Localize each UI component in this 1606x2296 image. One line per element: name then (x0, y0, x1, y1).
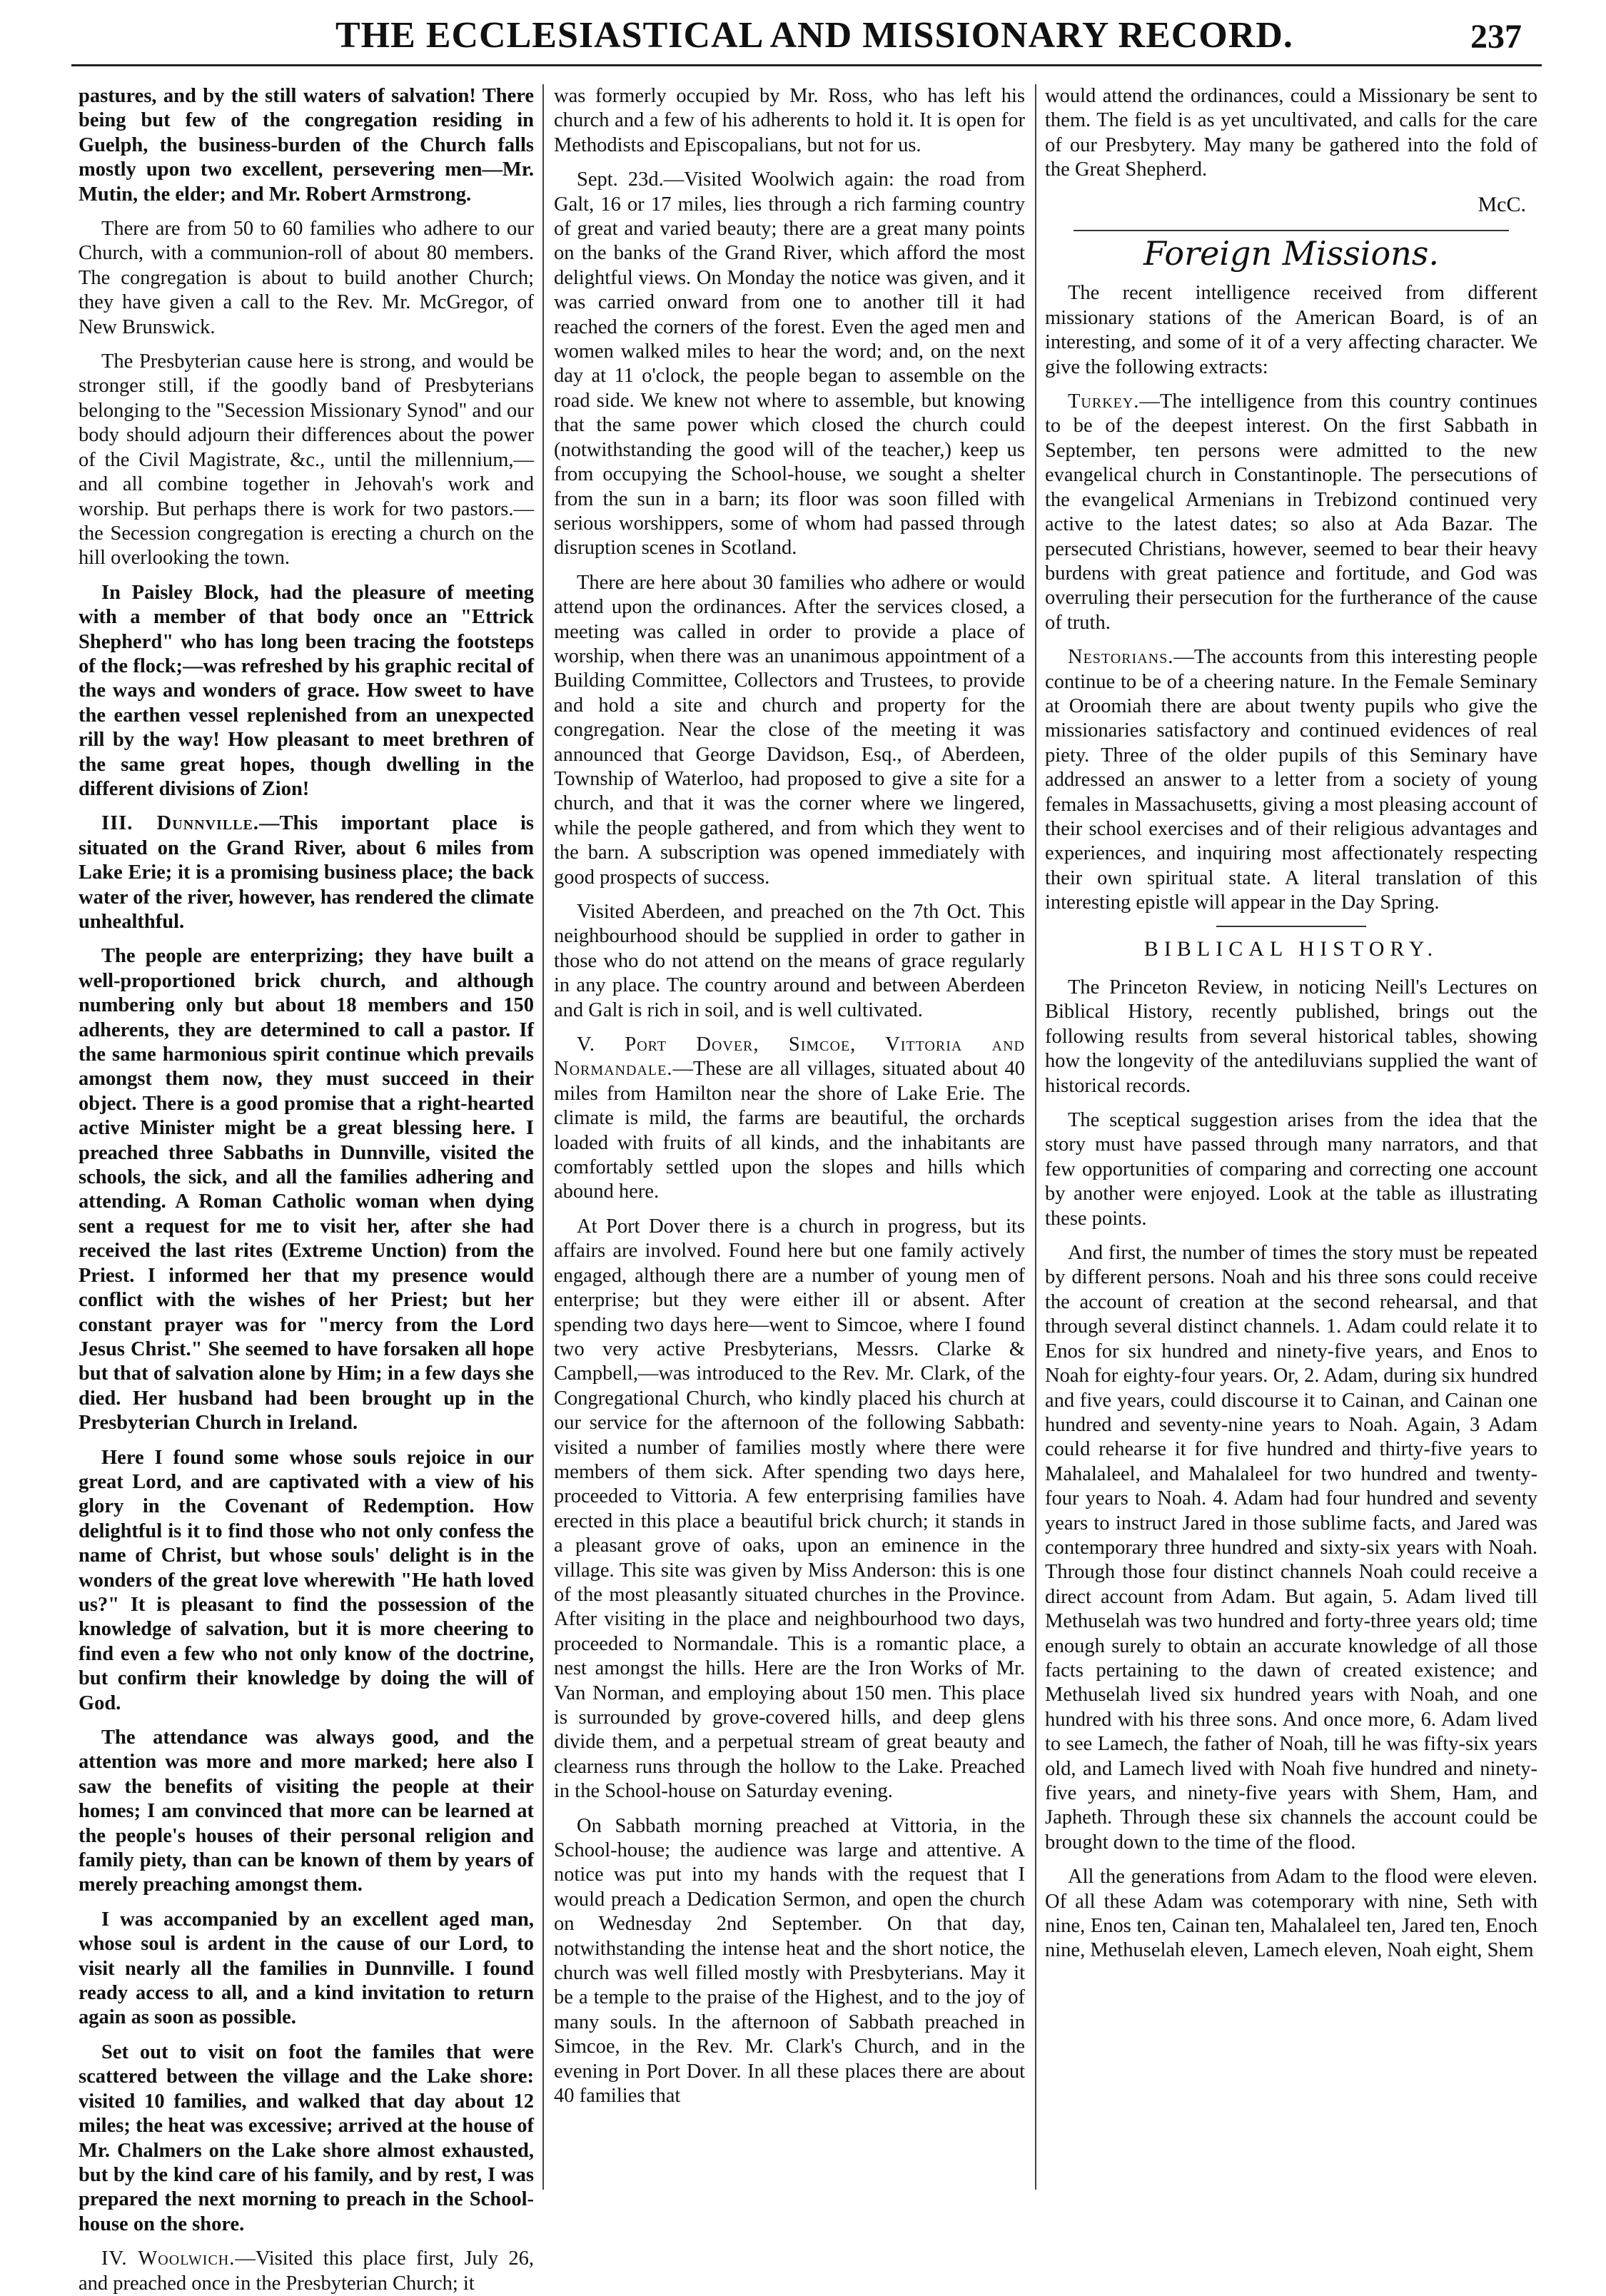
paragraph: The attendance was always good, and the attention was more and more marked; here also I saw the benefits of visiting the people at their homes; I am convinced that more can be learned at the people's houses of their personal religion and family piety, than can be known of them by years of merely preaching amongst them. (79, 1726, 534, 1896)
biblical-history-heading: BIBLICAL HISTORY. (1143, 936, 1439, 961)
paragraph: And first, the number of times the story must be repeated by different persons. Noah and his three sons could receive the account of creation at the second rehearsal, and that through several distinct channels. 1. Adam could relate it to Enos for six hundred and ninety-five years, and Enos to Noah for eighty-four years. Or, 2. Adam, during six hundred and five years, could discourse it to Cainan, and Cainan one hundred and seventy-nine years to Noah. Again, 3 Adam could rehearse it for five hundred and thirty-five years to Mahalaleel, and Mahalaleel for two hundred and twenty-four years to Noah. 4. Adam had four hundred and seventy years to instruct Jared in those sublime facts, and Jared was contemporary three hundred and sixty-six years with Noah. Through those four distinct channels Noah could receive a direct account from Adam. But again, 5. Adam lived till Methuselah was two hundred and forty-three years old; time enough surely to obtain an accurate knowledge of all those facts pertaining to the dawn of created existence; and Methuselah lived six hundred years with Noah, and one hundred with his three sons. And once more, 6. Adam lived to see Lamech, the father of Noah, till he was fifty-six years old, and Lamech lived with Noah five hundred and ninety-five years, and ninety-five years with Shem, Ham, and Japheth. Through these six channels the account could be brought down to the time of the flood. (1045, 1242, 1537, 1854)
nestorians-paragraph (1045, 645, 1537, 915)
paragraph: pastures, and by the still waters of salvation! There being but few of the congregation residing in Guelph, the business-burden of the Church falls mostly upon two excellent, persevering men—Mr. Mutin, the elder; and Mr. Robert Armstrong. (79, 85, 534, 206)
paragraph: There are here about 30 families who adhere or would attend upon the ordinances. After the services closed, a meeting was called in order to provide a place of worship, when there was an unanimous appointment of a Building Committee, Collectors and Trustees, to provide and hold a site and church and property for the congregation. Near the close of the meeting it was announced that George Davidson, Esq., of Aberdeen, Township of Waterloo, had proposed to give a site for a church, and that it was the corner where we lingered, while the people gathered, and from which they went to the barn. A subscription was opened immediately with good prospects of success. (554, 571, 1025, 889)
author-signature: McC. (1478, 192, 1526, 216)
paragraph: The Princeton Review, in noticing Neill's Lectures on Biblical History, recently published, brings out the following results from several historical tables, showing how the longevity of the antediluvians supplied the want of historical records. (1045, 976, 1537, 1097)
paragraph: would attend the ordinances, could a Missionary be sent to them. The field is as yet uncultivated, and calls for the care of our Presbytery. May many be gathered into the fold of the Great Shepherd. (1045, 85, 1537, 181)
section-dunnville (79, 811, 534, 934)
paragraph: At Port Dover there is a church in progress, but its affairs are involved. Found here but one family actively engaged, although there are a number of young men of enterprise; but they were either ill or absent. After spending two days here—went to Simcoe, where I found two very active Presbyterians, Messrs. Clarke & Campbell,—was introduced to the Rev. Mr. Clark, of the Congregational Church, who kindly placed his church at our service for the afternoon of the following Sabbath: visited a number of families mostly where there were members of them sick. After spending two days here, proceeded to Vittoria. A few enterprising families have erected in this place a beautiful brick church; it stands in a pleasant grove of oaks, upon an eminence in the village. This site was given by Miss Anderson: this is one of the most pleasantly situated churches in the Province. After visiting in the place and neighbourhood two days, proceeded to Normandale. This is a romantic place, a nest amongst the hills. Here are the Iron Works of Mr. Van Norman, and employing about 150 men. This place is surrounded by grove-covered hills, and deep glens divide them, and a perpetual stream of great beauty and clearness runs through the hollow to the Lake. Preached in the School-house on Saturday evening. (554, 1215, 1025, 1803)
paragraph: All the generations from Adam to the flood were eleven. Of all these Adam was cotemporary with nine, Seth with nine, Enos ten, Cainan ten, Mahalaleel ten, Jared ten, Enoch nine, Methuselah eleven, Lamech eleven, Noah eight, Shem (1045, 1866, 1537, 1962)
column-3 (1045, 84, 1537, 2190)
section-body: —This important place is situated on the Grand River, about 6 miles from Lake Erie; it is a promising business place; the back water of the river, however, has rendered the climate unhealthful. (79, 812, 534, 933)
section-heading: V. Port Dover, Simcoe, Vittoria and Normandale. (554, 1033, 1025, 1081)
paragraph: There are from 50 to 60 families who adhere to our Church, with a communion-roll of about 80 members. The congregation is about to build another Church; they have given a call to the Rev. Mr. McGregor, of New Brunswick. (79, 218, 534, 338)
column-divider-right (1035, 84, 1036, 2190)
paragraph: Visited Aberdeen, and preached on the 7th Oct. This neighbourhood should be supplied in order to gather in those who do not attend on the means of grace regularly in any place. The country around and between Aberdeen and Galt is rich in soil, and is well cultivated. (554, 901, 1025, 1021)
section-body: —The accounts from this interesting people continue to be of a cheering nature. In the Female Seminary at Oroomiah there are about twenty pupils who give the missionaries satisfactory and continued evidences of real piety. Three of the older pupils of this Seminary have addressed an answer to a letter from a society of young females in Massachusetts, giving a most pleasing account of their school exercises and of their religious advantages and experiences, and inquiring most affectionately respecting their own spiritual state. A literal translation of this interesting epistle will appear in the Day Spring. (1045, 646, 1537, 914)
section-port-dover (554, 1033, 1025, 1205)
page-title: THE ECCLESIASTICAL AND MISSIONARY RECORD. (335, 15, 1293, 56)
page-number: 237 (1470, 18, 1522, 56)
running-header (0, 14, 1606, 71)
section-rule (1216, 926, 1366, 927)
section-body: —Visited this place first, July 26, and preached once in the Presbyterian Church; it (79, 2247, 534, 2295)
paragraph: The people are enterprizing; they have built a well-proportioned brick church, and although numbering only but about 18 members and 150 adherents, they are determined to call a pastor. If the same harmonious spirit continue which prevails amongst them now, they must succeed in their object. There is a good promise that a right-hearted active Minister might be a great blessing here. I preached three Sabbaths in Dunnville, visited the schools, the sick, and all the families adhering and attending. A Roman Catholic woman when dying sent a request for me to visit her, after she had received the last rites (Extreme Unction) from the Priest. I informed her that my presence would conflict with the wishes of her Priest; but her constant prayer was for "mercy from the Lord Jesus Christ." She seemed to have forsaken all hope but that of salvation alone by Him; in a few days she died. Her husband had been brought up in the Presbyterian Church in Ireland. (79, 945, 534, 1435)
column-divider-left (542, 84, 544, 2190)
section-body: —The intelligence from this country continues to be of the deepest interest. On the first Sabbath in September, ten persons were admitted to the new evangelical church in Constantinople. The persecutions of the evangelical Armenians in Trebizond continued very active to the latest dates; so also at Ada Bazar. The persecuted Christians, however, seemed to bear their heavy burdens with great patience and fortitude, and God was overruling their persecution for the furtherance of the cause of truth. (1045, 390, 1537, 634)
section-heading: Turkey. (1068, 390, 1140, 413)
paragraph: The Presbyterian cause here is strong, and would be stronger still, if the goodly band of Presbyterians belonging to the "Secession Missionary Synod" and our body should adjourn their differences about the power of the Civil Magistrate, &c., until the millennium,—and all combine together in Jehovah's work and worship. But perhaps there is work for two pastors.—the Secession congregation is erecting a church on the hill overlooking the town. (79, 350, 534, 570)
paragraph: On Sabbath morning preached at Vittoria, in the School-house; the audience was large and attentive. A notice was put into my hands with the request that I would preach a Dedication Sermon, and open the church on Wednesday 2nd September. On that day, notwithstanding the intense heat and the short notice, the church was well filled mostly with Presbyterians. May it be a temple to the praise of the Highest, and to the joy of many souls. In the afternoon of Sabbath preached in Simcoe, in the Rev. Mr. Clark's Church, and in the evening in Port Dover. In all these places there are about 40 families that (554, 1814, 1025, 2108)
paragraph: In Paisley Block, had the pleasure of meeting with a member of that body once an "Ettrick Shepherd" who has long been tracing the footsteps of the flock;—was refreshed by his graphic recital of the ways and wonders of grace. How sweet to have the earthen vessel replenished from an unexpected rill by the way! How pleasant to meet brethren of the same great hopes, though dwelling in the different divisions of Zion! (79, 581, 534, 800)
paragraph: was formerly occupied by Mr. Ross, who has left his church and a few of his adherents to hold it. It is open for Methodists and Episcopalians, but not for us. (554, 85, 1025, 156)
paragraph: I was accompanied by an excellent aged man, whose soul is ardent in the cause of our Lord, to visit nearly all the families in Dunnville. I found ready access to all, and a kind invitation to return again as soon as possible. (79, 1908, 534, 2029)
section-heading: IV. Woolwich. (101, 2247, 236, 2270)
turkey-paragraph (1045, 390, 1537, 635)
paragraph: Sept. 23d.—Visited Woolwich again: the road from Galt, 16 or 17 miles, lies through a rich farming country of great and varied beauty; there are a great many points on the banks of the Grand River, which afford the most delightful views. On Monday the notice was given, and it was carried onward from one to another till it had reached the corners of the forest. Even the aged men and women walked miles to hear the word; and, on the next day at 11 o'clock, the people began to assemble on the road side. We knew not where to assemble, but knowing that the same power which closed the church could (notwithstanding the good will of the teacher,) keep us from occupying the School-house, we sought a shelter from the sun in a barn; its floor was soon filled with serious worshippers, some of whom had passed through disruption scenes in Scotland. (554, 168, 1025, 560)
paragraph: The sceptical suggestion arises from the idea that the story must have passed through many narrators, and that few opportunities of comparing and correcting one account by another were enjoyed. Look at the table as illustrating these points. (1045, 1109, 1537, 1230)
section-heading: III. Dunnville. (101, 812, 259, 835)
section-body: —These are all villages, situated about 40 miles from Hamilton near the shore of Lake Erie. The climate is mild, the farms are beautiful, the orchards loaded with fruits of all kinds, and the inhabitants are comfortably settled upon the slopes and hills which abound here. (554, 1058, 1025, 1203)
paragraph: Set out to visit on foot the familes that were scattered between the village and the Lake shore: visited 10 families, and walked that day about 12 miles; the heat was excessive; arrived at the house of Mr. Chalmers on the Lake shore almost exhausted, but by the kind care of his family, and by rest, I was prepared the next morning to preach in the School-house on the shore. (79, 2040, 534, 2235)
header-rule (71, 64, 1542, 66)
paragraph: Here I found some whose souls rejoice in our great Lord, and are captivated with a view of his glory in the Covenant of Redemption. How delightful is it to find those who not only confess the name of Christ, but whose souls' delight is in the wonders of the great love wherewith "He hath loved us?" It is pleasant to find the possession of the knowledge of salvation, but it is more cheering to find even a few who not only know of the doctrine, but confirm their knowledge by doing the will of God. (79, 1446, 534, 1714)
paragraph: The recent intelligence received from different missionary stations of the American Board, is of an interesting, and some of it of a very affecting character. We give the following extracts: (1045, 282, 1537, 378)
column-1 (79, 84, 534, 2295)
section-rule (1074, 230, 1509, 231)
column-2 (554, 84, 1025, 2190)
section-heading: Nestorians. (1068, 646, 1174, 669)
foreign-missions-heading: Foreign Missions. (1143, 234, 1439, 273)
section-woolwich (79, 2247, 534, 2296)
